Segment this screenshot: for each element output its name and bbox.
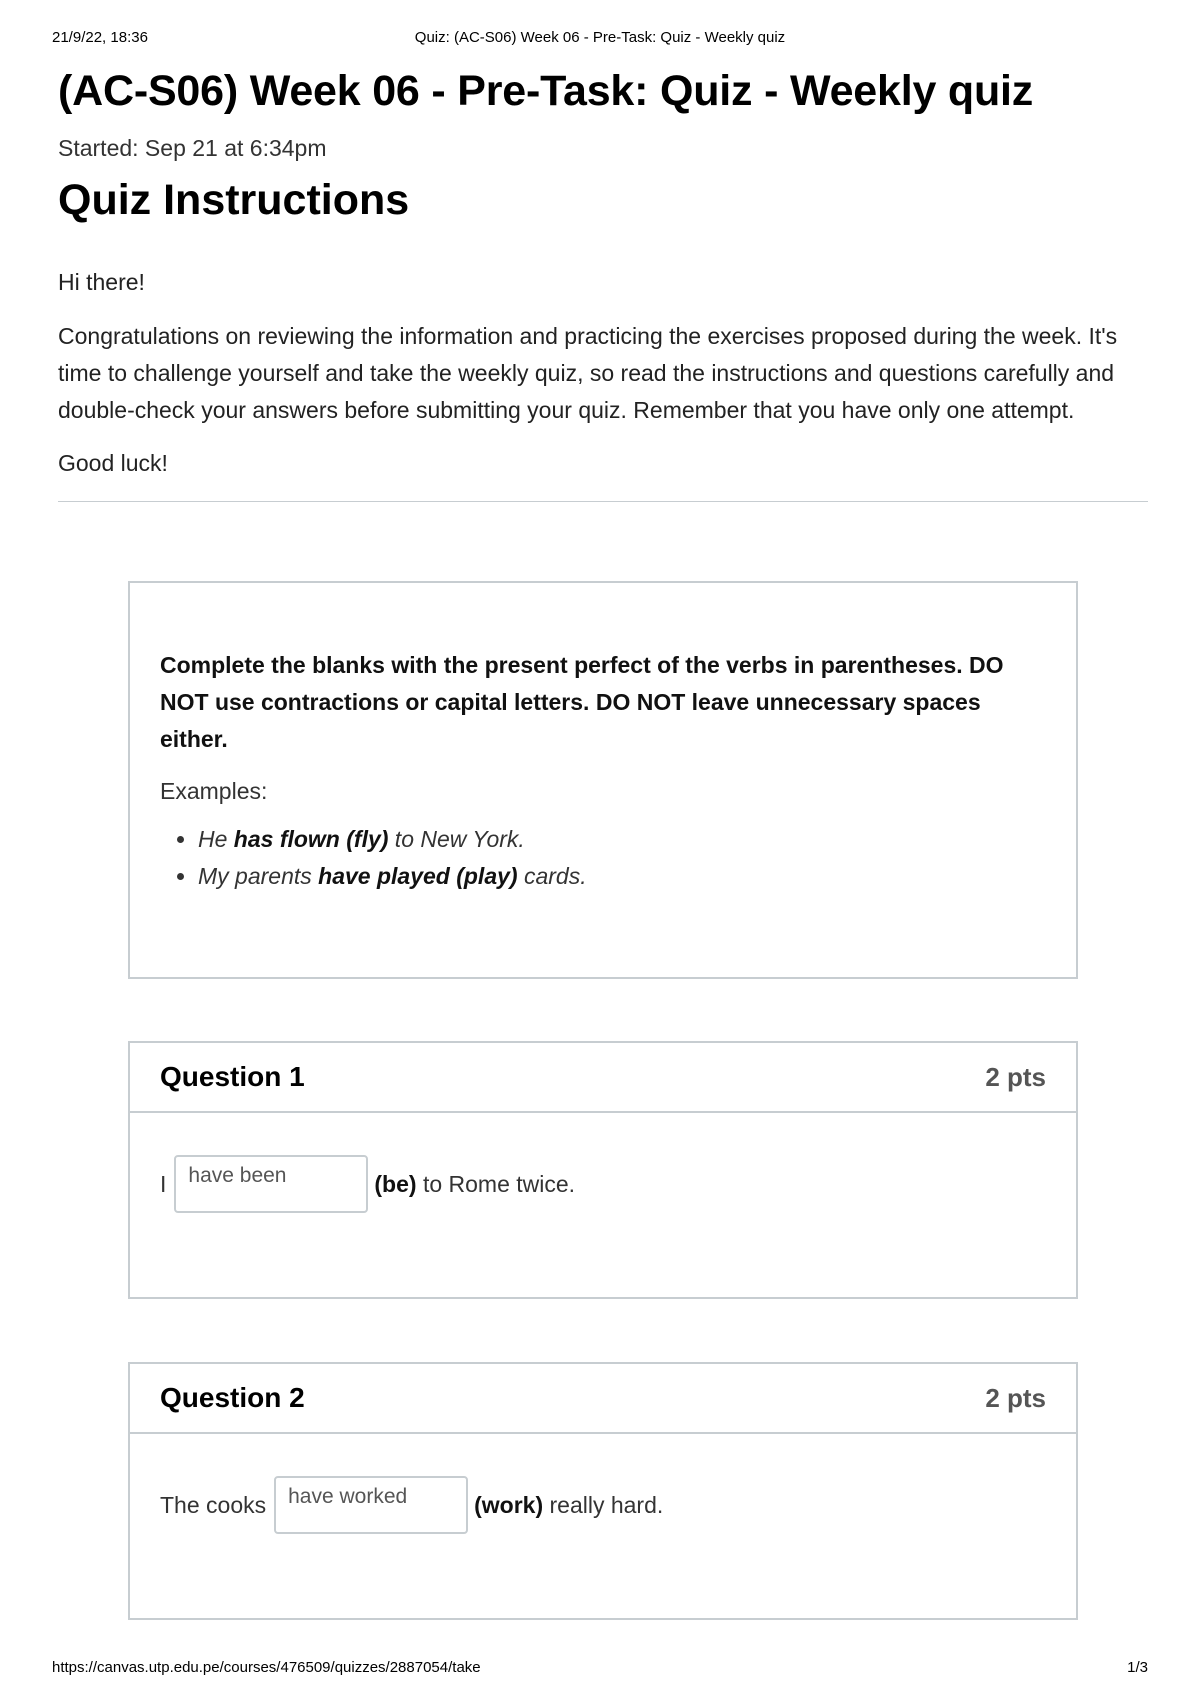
question-points: 2 pts <box>985 1382 1046 1413</box>
question-text-before: I <box>160 1170 167 1197</box>
question-body <box>130 1434 1076 1534</box>
print-footer <box>52 1659 1148 1679</box>
question-text-after: really hard. <box>543 1491 664 1518</box>
examples-list <box>160 821 1046 895</box>
instructions-divider <box>58 501 1148 502</box>
question-body <box>130 1113 1076 1213</box>
examples-label: Examples: <box>160 778 268 804</box>
print-header <box>52 29 1148 49</box>
question-1 <box>128 1041 1078 1299</box>
quiz-instructions <box>58 264 1148 482</box>
print-datetime: 21/9/22, 18:36 <box>52 29 148 46</box>
print-url: https://canvas.utp.edu.pe/courses/476509/quizzes/2887054/take <box>52 1659 481 1676</box>
print-page-title: Quiz: (AC-S06) Week 06 - Pre-Task: Quiz - Weekly quiz <box>414 29 786 46</box>
question-text-before: The cooks <box>160 1491 267 1518</box>
instructions-heading: Quiz Instructions <box>58 176 410 224</box>
question-verb: (work) <box>474 1491 544 1518</box>
example-text: cards. <box>517 863 587 889</box>
example-item <box>198 821 1046 858</box>
quiz-title: (AC-S06) Week 06 - Pre-Task: Quiz - Weekly quiz <box>58 67 1034 115</box>
question-2 <box>128 1362 1078 1620</box>
quiz-started-time: Started: Sep 21 at 6:34pm <box>58 135 327 161</box>
text-only-question-box <box>128 581 1078 979</box>
question-header <box>130 1364 1076 1434</box>
intro-greeting: Hi there! <box>58 269 145 295</box>
print-page-number: 1/3 <box>1127 1659 1148 1676</box>
example-text: My parents <box>198 863 319 889</box>
question-title: Question 1 <box>160 1061 305 1092</box>
answer-input-q2[interactable] <box>274 1476 468 1534</box>
question-header <box>130 1043 1076 1113</box>
example-verb: has flown (fly) <box>233 826 389 852</box>
example-verb: have played (play) <box>318 863 518 889</box>
intro-closing: Good luck! <box>58 450 168 476</box>
answer-input-q1[interactable] <box>174 1155 368 1213</box>
example-item <box>198 858 1046 895</box>
quiz-content <box>58 60 1148 502</box>
question-points: 2 pts <box>985 1061 1046 1092</box>
intro-paragraph: Congratulations on reviewing the information and practicing the exercises proposed during the week. It's time to challenge yourself and take the weekly quiz, so read the instructions and questions carefully and double-check your answers before submitting your quiz. Remember that you have only one attempt. <box>58 323 1118 423</box>
question-verb: (be) <box>374 1170 417 1197</box>
example-text: to New York. <box>388 826 525 852</box>
exercise-directions: Complete the blanks with the present perfect of the verbs in parentheses. DO NOT use contractions or capital letters. DO NOT leave unnecessary spaces either. <box>160 652 1004 752</box>
question-title: Question 2 <box>160 1382 305 1413</box>
example-text: He <box>198 826 234 852</box>
question-text-after: to Rome twice. <box>416 1170 576 1197</box>
